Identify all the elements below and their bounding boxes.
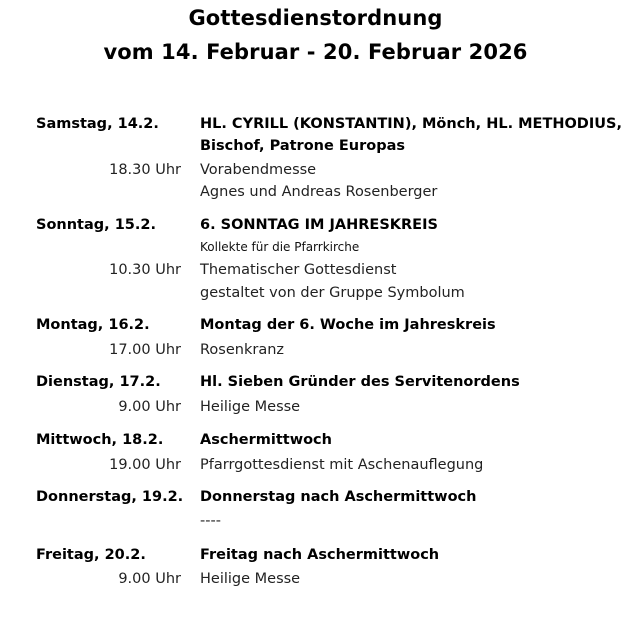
service-text: Heilige Messe	[200, 571, 301, 587]
service-time: 18.30 Uhr	[109, 162, 181, 178]
service-text: Thematischer Gottesdienst	[200, 262, 397, 278]
service-text: Pfarrgottesdienst mit Aschenauflegung	[200, 457, 484, 473]
day-label: Montag, 16.2.	[36, 317, 150, 333]
day-heading: HL. CYRILL (KONSTANTIN), Mönch, HL. METHODIUS,	[200, 116, 622, 132]
day-label: Donnerstag, 19.2.	[36, 489, 184, 505]
title-line-1: Gottesdienstordnung	[188, 6, 443, 30]
service-time: 10.30 Uhr	[109, 262, 181, 278]
day-heading: Montag der 6. Woche im Jahreskreis	[200, 317, 496, 333]
day-heading: Donnerstag nach Aschermittwoch	[200, 489, 477, 505]
service-text: Vorabendmesse	[200, 162, 317, 178]
service-text: Rosenkranz	[200, 342, 285, 358]
service-time: 17.00 Uhr	[109, 342, 181, 358]
service-time: 9.00 Uhr	[118, 399, 181, 415]
day-heading: Freitag nach Aschermittwoch	[200, 547, 440, 563]
day-heading: 6. SONNTAG IM JAHRESKREIS	[200, 217, 438, 233]
day-label: Sonntag, 15.2.	[36, 217, 156, 233]
day-label: Dienstag, 17.2.	[36, 374, 161, 390]
service-time: 9.00 Uhr	[118, 571, 181, 587]
day-label: Mittwoch, 18.2.	[36, 432, 164, 448]
collection-note: Kollekte für die Pfarrkirche	[200, 240, 360, 254]
day-label: Freitag, 20.2.	[36, 547, 146, 563]
day-label: Samstag, 14.2.	[36, 116, 159, 132]
day-heading-cont: Bischof, Patrone Europas	[200, 138, 406, 154]
service-text: ----	[200, 513, 221, 529]
title-line-2: vom 14. Februar - 20. Februar 2026	[103, 40, 528, 64]
service-text: Heilige Messe	[200, 399, 301, 415]
service-text: gestaltet von der Gruppe Symbolum	[200, 285, 465, 301]
day-heading: Hl. Sieben Gründer des Servitenordens	[200, 374, 520, 390]
service-text: Agnes und Andreas Rosenberger	[200, 184, 438, 200]
service-time: 19.00 Uhr	[109, 457, 181, 473]
day-heading: Aschermittwoch	[200, 432, 332, 448]
